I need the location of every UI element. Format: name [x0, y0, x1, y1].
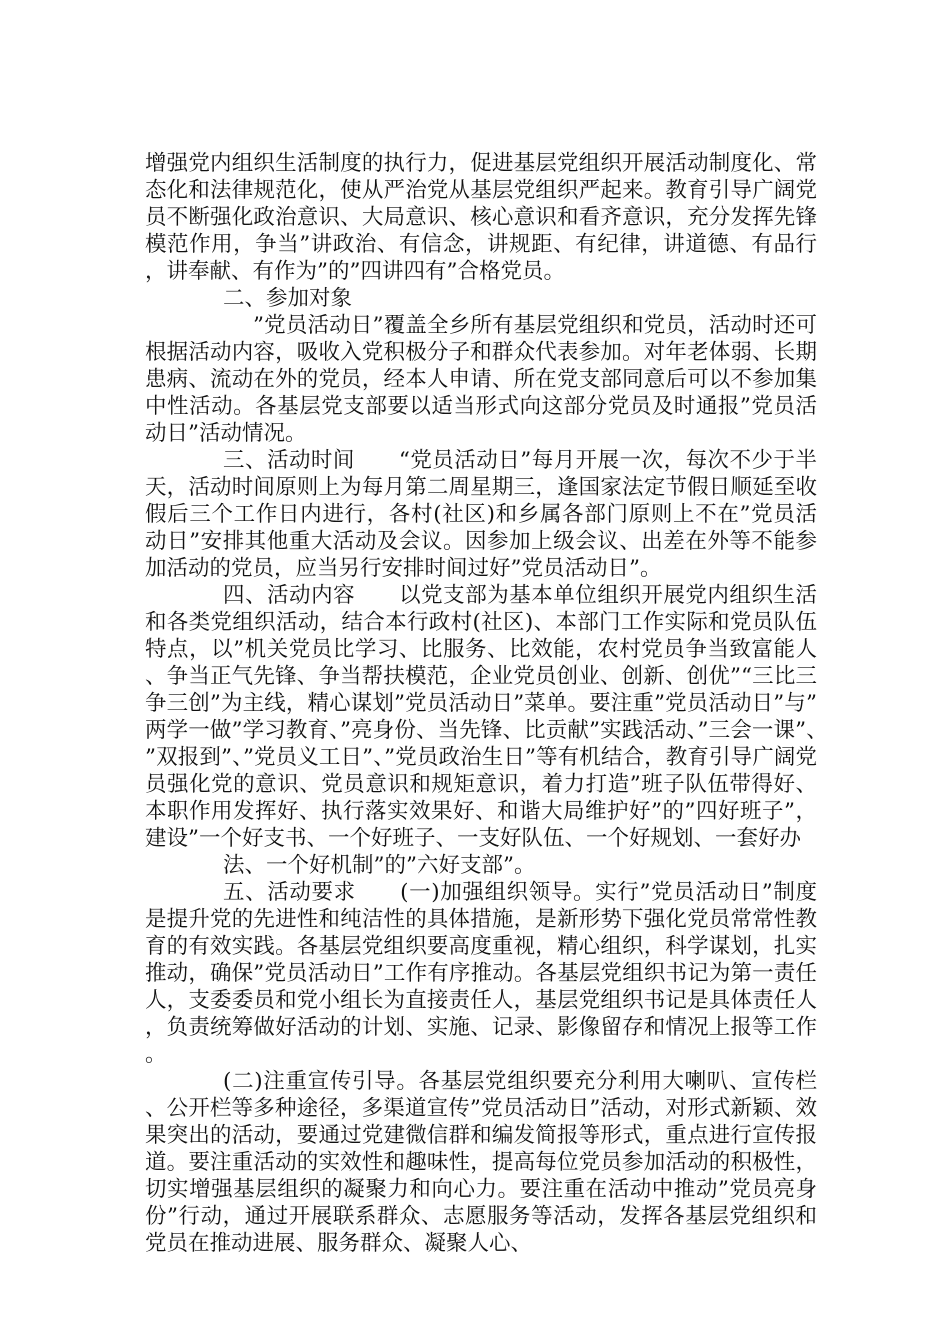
paragraph-activity-content-continued: 法、一个好机制”的”六好支部”。 — [223, 853, 536, 878]
paragraph-activity-content: 四、活动内容 以党支部为基本单位组织开展党内组织生活和各类党组织活动，结合本行政村(社区)、本部门工作实际和党员队伍特点，以”机关党员比学习、比服务、比效能，农村党员争当致富能人、争当正气先锋、争当帮扶模范，企业党员创业、创新、创优”“三比三争三创”为主线，精心谋划”党员活动日”菜单。要注重”党员活动日”与”两学一做”学习教育、”亮身份、当先锋、比贡献”实践活动、”三会一课”、”双报到”、”党员义工日”、”党员政治生日”等有机结合，教育引导广阔党员强化党的意识、党员意识和规矩意识，着力打造”班子队伍带得好、本职作用发挥好、执行落实效果好、和谐大局维护好”的”四好班子”，建设”一个好支书、一个好班子、一支好队伍、一个好规划、一套好办 — [145, 583, 817, 851]
paragraph-activity-time: 三、活动时间 “党员活动日”每月开展一次，每次不少于半天，活动时间原则上为每月第二周星期三，逢国家法定节假日顺延至收假后三个工作日内进行，各村(社区)和乡属各部门原则上不在”党员活动日”安排其他重大活动及会议。因参加上级会议、出差在外等不能参加活动的党员，应当另行安排时间过好”党员活动日”。 — [145, 448, 817, 581]
document-body — [145, 150, 817, 1257]
paragraph-participants: ”党员活动日”覆盖全乡所有基层党组织和党员，活动时还可根据活动内容，吸收入党积极分子和群众代表参加。对年老体弱、长期患病、流动在外的党员，经本人申请、所在党支部同意后可以不参加集中性活动。各基层党支部要以适当形式向这部分党员及时通报”党员活动日”活动情况。 — [145, 313, 817, 446]
paragraph-intro: 增强党内组织生活制度的执行力，促进基层党组织开展活动制度化、常态化和法律规范化，使从严治党从基层党组织严起来。教育引导广阔党员不断强化政治意识、大局意识、核心意识和看齐意识，充分发挥先锋模范作用，争当”讲政治、有信念，讲规距、有纪律，讲道德、有品行，讲奉献、有作为”的”四讲四有”合格党员。 — [145, 151, 817, 284]
paragraph-publicity-guidance: (二)注重宣传引导。各基层党组织要充分利用大喇叭、宣传栏、公开栏等多种途径，多渠道宣传”党员活动日”活动，对形式新颖、效果突出的活动，要通过党建微信群和编发简报等形式，重点进行宣传报道。要注重活动的实效性和趣味性，提高每位党员参加活动的积极性，切实增强基层组织的凝聚力和向心力。要注重在活动中推动”党员亮身份”行动，通过开展联系群众、志愿服务等活动，发挥各基层党组织和党员在推动进展、服务群众、凝聚人心、 — [145, 1069, 817, 1256]
section-heading-participants: 二、参加对象 — [223, 286, 353, 311]
paragraph-activity-requirements: 五、活动要求 (一)加强组织领导。实行”党员活动日”制度是提升党的先进性和纯洁性的具体措施，是新形势下强化党员常常性教育的有效实践。各基层党组织要高度重视，精心组织，科学谋划，扎实推动，确保”党员活动日”工作有序推动。各基层党组织书记为第一责任人，支委委员和党小组长为直接责任人，基层党组织书记是具体责任人，负责统筹做好活动的计划、实施、记录、影像留存和情况上报等工作。 — [145, 880, 817, 1067]
